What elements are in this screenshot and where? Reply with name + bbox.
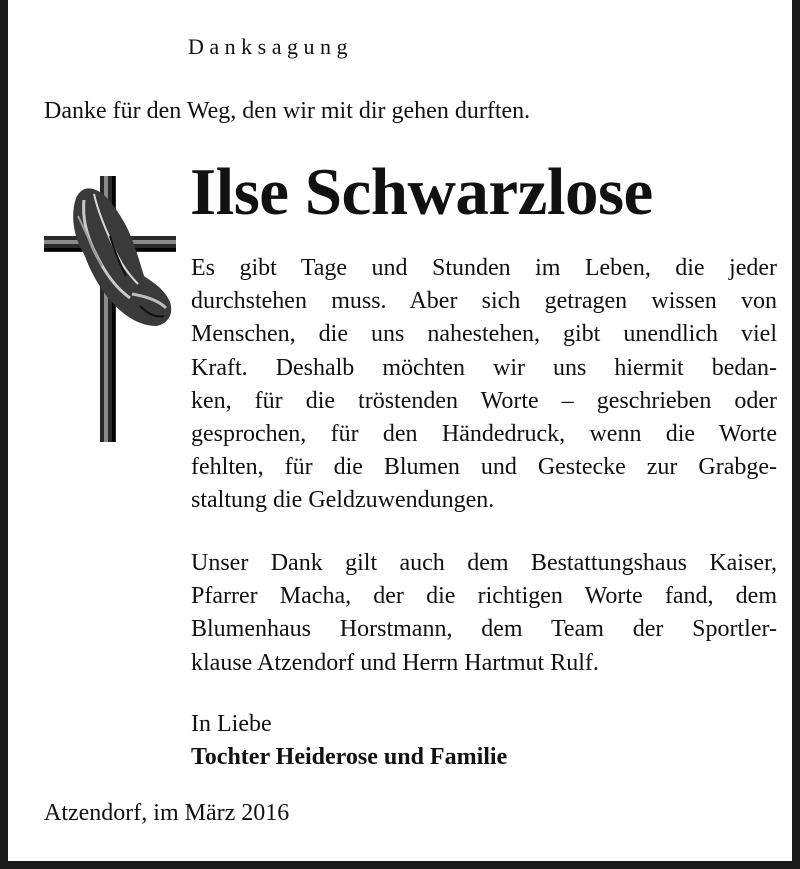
paragraph-line: staltung die Geldzuwendungen. (191, 487, 495, 514)
paragraph-line: Menschen, die uns nahestehen, gibt unendlich viel (191, 321, 777, 348)
closing-phrase: In Liebe (191, 711, 272, 737)
heading: Danksagung (188, 34, 353, 59)
paragraph-line: Blumenhaus Horstmann, dem Team der Sportler- (191, 616, 777, 643)
signature: Tochter Heiderose und Familie (191, 744, 508, 770)
closing-block (191, 708, 507, 774)
paragraph-line: Kraft. Deshalb möchten wir uns hiermit bedan- (191, 354, 777, 381)
cross-with-praying-hands-icon (40, 176, 180, 442)
paragraph-line: Pfarrer Macha, der die richtigen Worte fand, dem (191, 583, 777, 610)
motto: Danke für den Weg, den wir mit dir gehen durften. (44, 98, 531, 124)
paragraph-thanks (191, 252, 777, 518)
paragraph-line: Es gibt Tage und Stunden im Leben, die jeder (191, 255, 777, 281)
place-date: Atzendorf, im März 2016 (44, 800, 290, 826)
paragraph-line: fehlten, für die Blumen und Gestecke zur Grabge- (191, 454, 777, 481)
paragraph-acknowledgements (191, 547, 777, 680)
paragraph-line: ken, für die tröstenden Worte – geschrieben oder (191, 387, 777, 414)
deceased-name: Ilse Schwarzlose (190, 155, 653, 229)
paragraph-line: Unser Dank gilt auch dem Bestattungshaus Kaiser, (191, 550, 777, 576)
paragraph-line: klause Atzendorf und Herrn Hartmut Rulf. (191, 649, 599, 676)
paragraph-line: durchstehen muss. Aber sich getragen wissen von (191, 288, 777, 315)
paragraph-line: gesprochen, für den Händedruck, wenn die Worte (191, 421, 777, 448)
